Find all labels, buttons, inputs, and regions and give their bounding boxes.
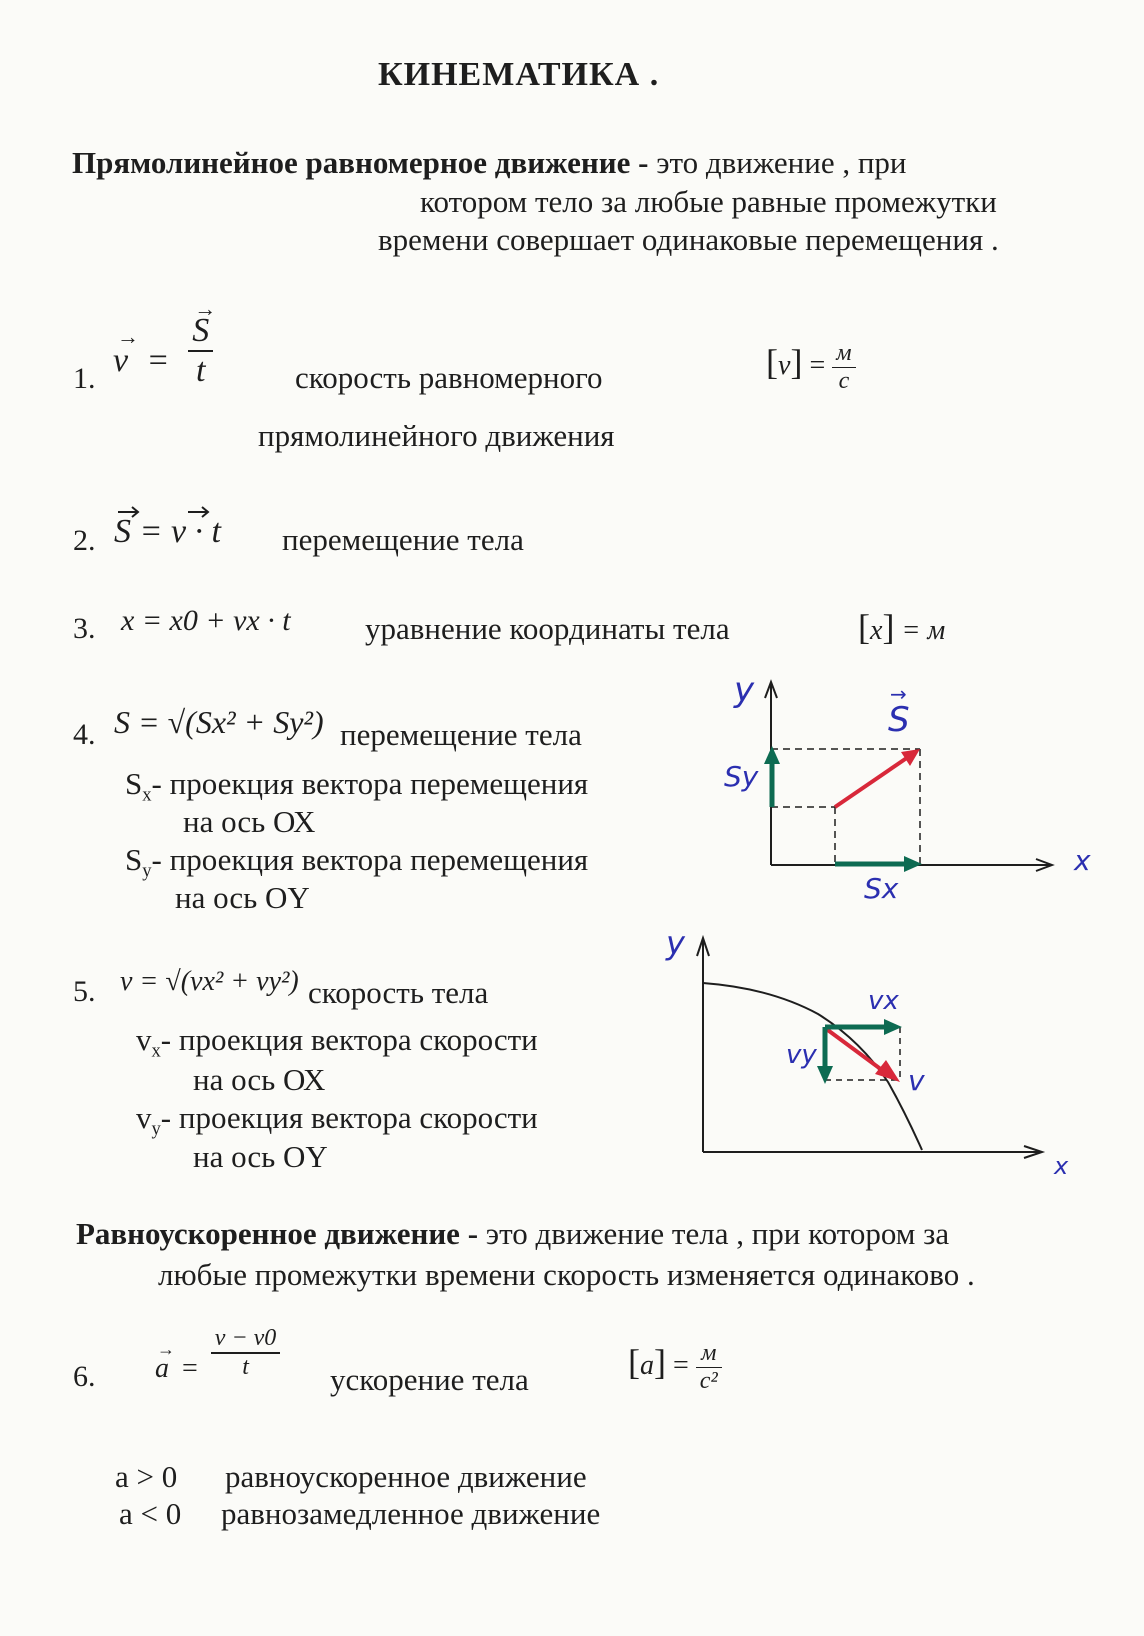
formula-1-numerator: S: [192, 312, 210, 349]
formula-5-number: 5.: [73, 975, 96, 1008]
formula-1-desc-line1: скорость равномерного: [295, 360, 603, 395]
sy-definition: [125, 842, 588, 883]
condition-decelerated-cond: a < 0: [119, 1496, 182, 1531]
vy-label: v: [136, 1100, 152, 1135]
diagram2-v-label: v: [908, 1064, 925, 1097]
formula-6-denominator: t: [242, 1354, 249, 1380]
formula-6-unit-eq: =: [673, 1349, 689, 1381]
diagram2-y-label: y: [666, 924, 685, 962]
velocity-diagram: [660, 920, 1060, 1180]
diagram2-x-label: x: [1054, 1152, 1069, 1180]
uniform-term: Прямолинейное равномерное движение -: [72, 145, 649, 180]
formula-1-denominator: t: [196, 352, 206, 389]
sx-text: - проекция вектора перемещения: [151, 766, 589, 801]
diagram2-vx-label: vx: [868, 986, 899, 1016]
formula-2-vector-arrows: [112, 502, 312, 522]
formula-6-unit: [a] = $\frac{м}{\text{с²}}$: [628, 1340, 722, 1395]
formula-1-eq: =: [148, 342, 168, 379]
formula-1-unit-num: м: [836, 340, 852, 366]
uniform-definition-line2: котором тело за любые равные промежутки: [420, 184, 997, 219]
sx-definition: [125, 766, 588, 807]
vx-definition: [136, 1022, 538, 1063]
formula-1-unit-eq: =: [809, 349, 826, 381]
formula-6-unit-num: м: [701, 1340, 717, 1366]
velocity-vector: [825, 1028, 886, 1073]
formula-6-unit-den: с²: [699, 1368, 718, 1394]
formula-1-unit-den: с: [838, 368, 850, 394]
formula-1-desc-line2: прямолинейного движения: [258, 418, 615, 453]
sx-axis: на ось ОХ: [183, 804, 316, 839]
page-title: КИНЕМАТИКА .: [378, 56, 660, 93]
accel-term: Равноускоренное движение -: [76, 1216, 479, 1251]
formula-2: S = v · t: [114, 513, 221, 550]
condition-decelerated-text: равнозамедленное движение: [221, 1496, 601, 1531]
accel-def-part1: это движение тела , при котором за: [485, 1216, 950, 1251]
formula-6-numerator: v − v0: [214, 1325, 277, 1351]
formula-6-desc: ускорение тела: [330, 1362, 529, 1397]
formula-1-unit-symbol: v: [778, 349, 791, 381]
formula-3-unit-symbol: x: [870, 615, 883, 646]
vy-text: - проекция вектора скорости: [160, 1100, 538, 1135]
diagram1-s-label: → S: [888, 682, 910, 740]
formula-6: → a = $\frac{v - v0}{t}$: [155, 1325, 280, 1385]
condition-decelerated: [119, 1496, 600, 1532]
formula-2-desc: перемещение тела: [282, 522, 524, 557]
formula-5-desc: скорость тела: [308, 975, 489, 1010]
uniform-def-part1: это движение , при: [656, 145, 907, 180]
vy-axis: на ось ОY: [193, 1139, 328, 1174]
diagram1-sx-label: Sx: [864, 872, 899, 905]
condition-accelerated-text: равноускоренное движение: [225, 1459, 587, 1494]
accel-definition-line1: [76, 1216, 949, 1252]
formula-1: → v = → S t: [113, 296, 217, 389]
accel-definition-line2: любые промежутки времени скорость изменяется одинаково .: [158, 1257, 975, 1292]
formula-3: x = x0 + vx · t: [121, 604, 291, 637]
sy-text: - проекция вектора перемещения: [151, 842, 589, 877]
vx-text: - проекция вектора скорости: [160, 1022, 538, 1057]
diagram1-y-label: y: [734, 670, 755, 710]
vx-label: v: [136, 1022, 152, 1057]
formula-1-number: 1.: [73, 362, 96, 395]
sy-sub: y: [142, 860, 152, 882]
formula-3-number: 3.: [73, 612, 96, 645]
diagram1-x-label: x: [1074, 844, 1091, 877]
formula-1-lhs: v: [113, 342, 129, 379]
condition-accelerated-cond: a > 0: [115, 1459, 178, 1494]
formula-1-unit: [v] = $\frac{м}{с}$: [766, 340, 856, 395]
formula-2-number: 2.: [73, 524, 96, 557]
formula-4: S = √(Sx² + Sy²): [114, 704, 324, 740]
vx-axis: на ось ОХ: [193, 1062, 326, 1097]
vy-sub: y: [151, 1118, 161, 1140]
vy-definition: [136, 1100, 538, 1141]
formula-4-desc: перемещение тела: [340, 717, 582, 752]
formula-6-lhs: a: [155, 1353, 169, 1384]
diagram1-sy-label: Sy: [724, 760, 759, 793]
formula-3-unit-eq: = м: [901, 615, 946, 646]
formula-3-unit: [x] = м: [858, 607, 946, 647]
formula-3-desc: уравнение координаты тела: [365, 611, 730, 646]
formula-6-unit-symbol: a: [640, 1349, 654, 1381]
vx-sub: x: [151, 1040, 161, 1062]
formula-5: v = √(vx² + vy²): [120, 966, 299, 997]
condition-accelerated: [115, 1459, 587, 1495]
formula-6-eq: =: [182, 1353, 198, 1384]
uniform-definition-line1: [72, 145, 907, 181]
formula-4-number: 4.: [73, 718, 96, 751]
uniform-definition-line3: времени совершает одинаковые перемещения .: [378, 222, 999, 257]
sx-label: S: [125, 766, 143, 801]
sy-label: S: [125, 842, 143, 877]
sx-sub: x: [142, 784, 152, 806]
diagram2-vy-label: vy: [786, 1040, 817, 1070]
formula-6-number: 6.: [73, 1360, 96, 1393]
displacement-vector: [835, 753, 914, 807]
sy-axis: на ось ОY: [175, 880, 310, 915]
